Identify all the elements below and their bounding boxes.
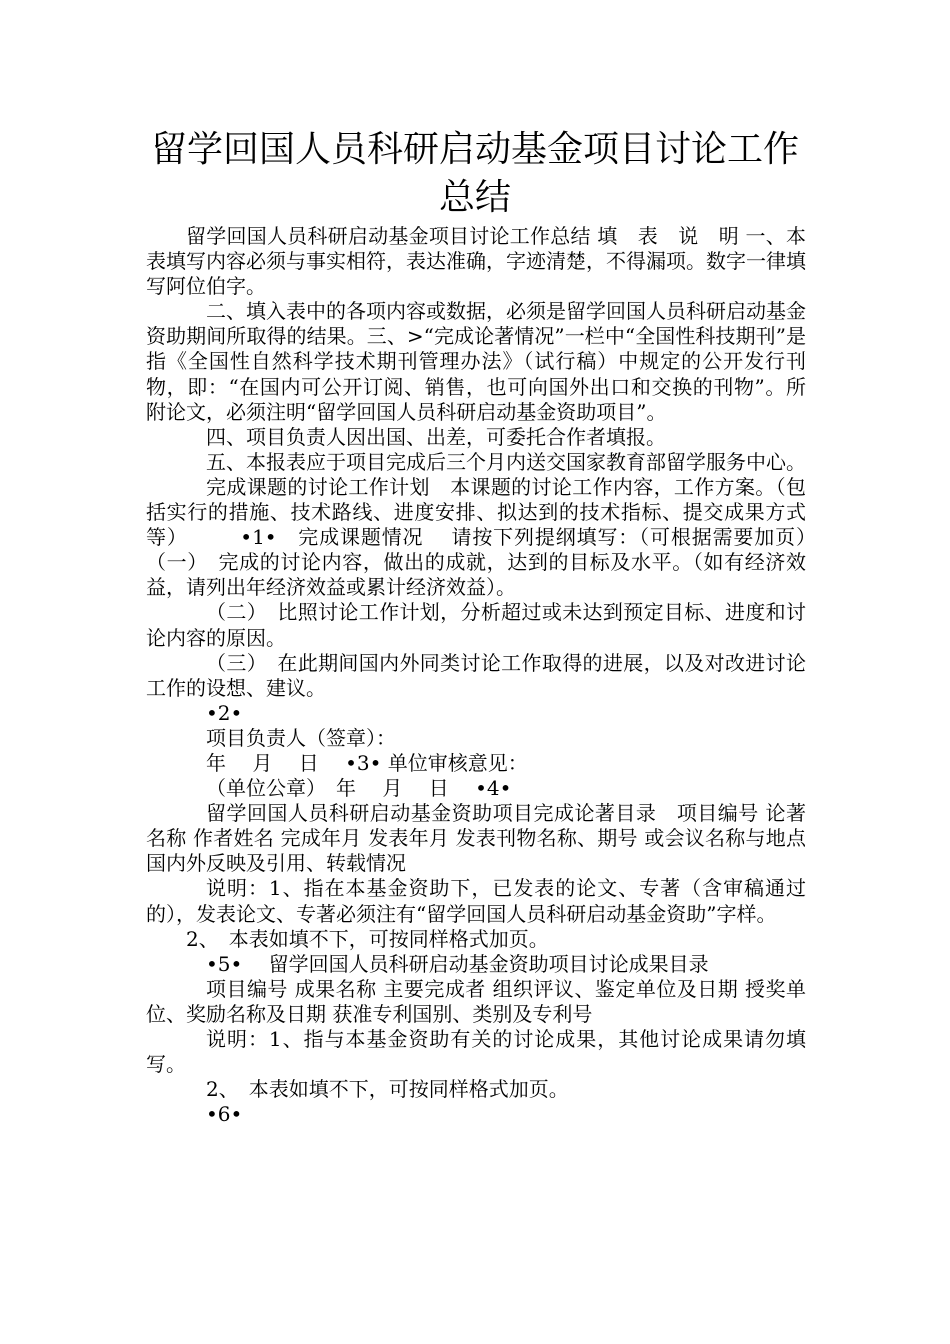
document-title-line-1: 留学回国人员科研启动基金项目讨论工作 xyxy=(150,129,799,170)
paragraph-work-plan: 完成课题的讨论工作计划 本课题的讨论工作内容，工作方案。（包括实行的措施、技术路线、进度安排、拟达到的技术指标、提交成果方式等） •1• 完成课题情况 请按下列提纲填写：（可根据需要加页） （一） 完成的讨论内容，做出的成就，达到的目标及水平。（如有经济效益，请列出年经济效益或累计经济效益）。 xyxy=(146,474,826,600)
page-marker-6: •6• xyxy=(206,1102,243,1127)
document-body xyxy=(146,224,826,1127)
paragraph-publications-note: 说明：1、指在本基金资助下，已发表的论文、专著（含审稿通过的），发表论文、专著必须注有“留学回国人员科研启动基金资助”字样。 xyxy=(146,876,806,926)
paragraph-instructions-intro: 留学回国人员科研启动基金项目讨论工作总结 填 表 说 明 一、本表填写内容必须与事实相符，表达准确，字迹清楚，不得漏项。数字一律填写阿位伯字。 xyxy=(146,224,806,299)
paragraph-results-note: 说明：1、指与本基金资助有关的讨论成果，其他讨论成果请勿填写。 xyxy=(146,1027,806,1077)
page-marker-2: •2• xyxy=(206,700,243,725)
paragraph-publications-list: 留学回国人员科研启动基金资助项目完成论著目录 项目编号 论著名称 作者姓名 完成年月 发表年月 发表刊物名称、期号 或会议名称与地点 国内外反映及引用、转载情况 xyxy=(146,801,806,876)
paragraph-instruction-2-3: 二、填入表中的各项内容或数据，必须是留学回国人员科研启动基金资助期间所取得的结果。三、>“完成论著情况”一栏中“全国性科技期刊”是指《全国性自然科学技术期刊管理办法》（试行稿）中规定的公开发行刊物，即：“在国内可公开订阅、销售，也可向国外出口和交换的刊物”。所附论文，必须注明“留学回国人员科研启动基金资助项目”。 xyxy=(146,299,806,424)
paragraph-instruction-4: 四、项目负责人因出国、出差，可委托合作者填报。 xyxy=(206,424,666,449)
paragraph-comparison: （二） 比照讨论工作计划，分析超过或未达到预定目标、进度和讨论内容的原因。 xyxy=(146,600,806,650)
paragraph-date-unit-review: 年 月 日 •3• 单位审核意见： xyxy=(206,750,528,775)
paragraph-unit-seal-date: （单位公章） 年 月 日 •4• xyxy=(206,776,512,801)
paragraph-results-list-columns: 项目编号 成果名称 主要完成者 组织评议、鉴定单位及日期 授奖单位、奖励名称及日期 获准专利国别、类别及专利号 xyxy=(146,976,806,1026)
paragraph-progress: （三） 在此期间国内外同类讨论工作取得的进展，以及对改进讨论工作的设想、建议。 xyxy=(146,650,806,700)
paragraph-project-leader-signature: 项目负责人（签章）： xyxy=(206,725,396,750)
paragraph-results-list-title: •5• 留学回国人员科研启动基金资助项目讨论成果目录 xyxy=(206,951,709,976)
paragraph-instruction-5: 五、本报表应于项目完成后三个月内送交国家教育部留学服务中心。 xyxy=(206,449,806,474)
paragraph-publications-note-2: 2、 本表如填不下，可按同样格式加页。 xyxy=(186,926,549,951)
document-title-line-2: 总结 xyxy=(438,177,511,218)
paragraph-results-note-2: 2、 本表如填不下，可按同样格式加页。 xyxy=(206,1077,569,1102)
